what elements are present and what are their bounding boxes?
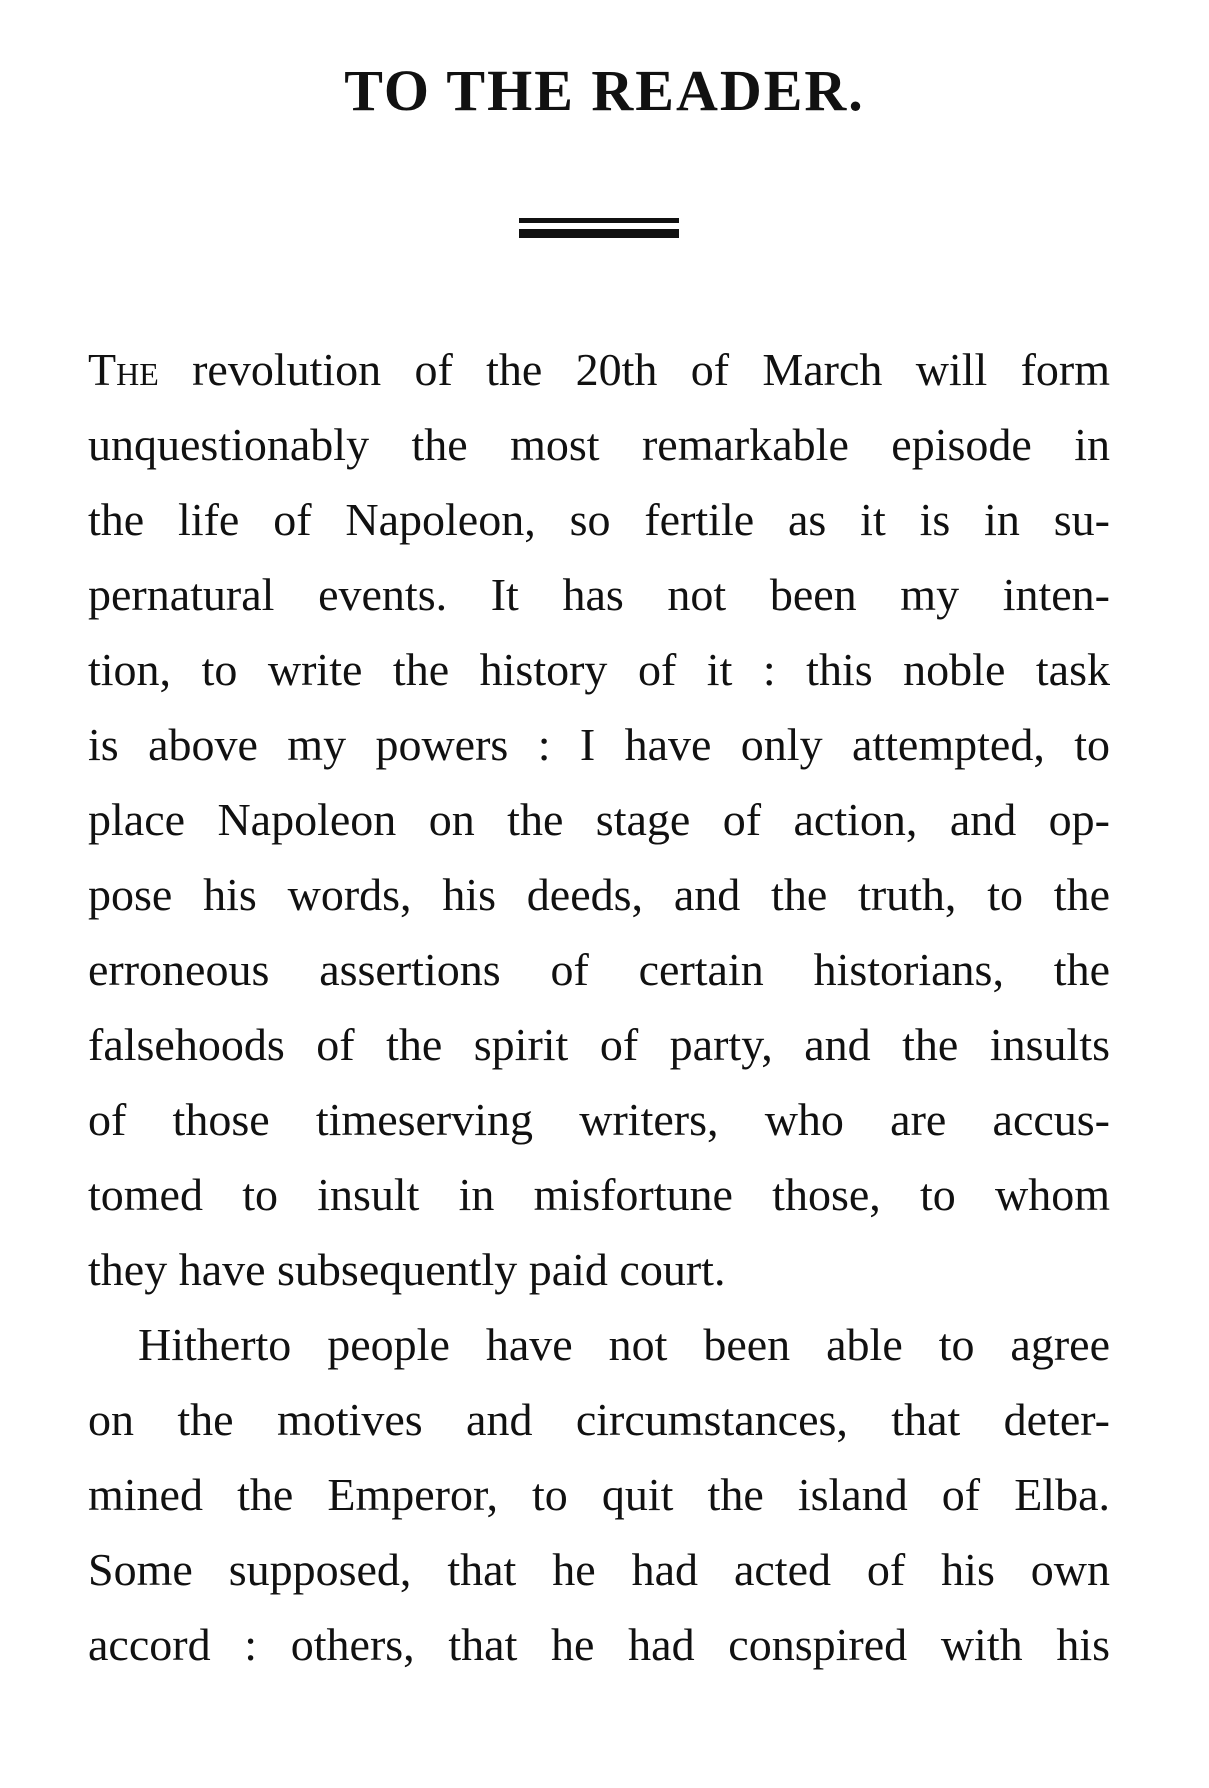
text-line: tion, to write the history of it : this noble task bbox=[88, 644, 1110, 695]
text-line: accord : others, that he had conspired with his bbox=[88, 1619, 1110, 1670]
lead-word: The bbox=[88, 344, 159, 395]
text-line: Some supposed, that he had acted of his own bbox=[88, 1544, 1110, 1595]
text-line: tomed to insult in misfortune those, to whom bbox=[88, 1169, 1110, 1220]
text-line: erroneous assertions of certain historians, the bbox=[88, 944, 1110, 995]
text-line: is above my powers : I have only attempted, to bbox=[88, 719, 1110, 770]
body-text bbox=[88, 332, 1110, 1682]
text-line: falsehoods of the spirit of party, and the insults bbox=[88, 1019, 1110, 1070]
text-line: place Napoleon on the stage of action, and op- bbox=[88, 794, 1110, 845]
text-line: pose his words, his deeds, and the truth, to the bbox=[88, 869, 1110, 920]
text-line: Hitherto people have not been able to agree bbox=[138, 1319, 1110, 1370]
title-double-rule bbox=[519, 218, 679, 240]
text-line bbox=[88, 332, 1110, 407]
text-line: on the motives and circumstances, that deter- bbox=[88, 1394, 1110, 1445]
rule-thin-bar bbox=[519, 218, 679, 223]
text-line-content: revolution of the 20th of March will form bbox=[192, 344, 1110, 395]
text-line: they have subsequently paid court. bbox=[88, 1244, 726, 1295]
text-line: unquestionably the most remarkable episode in bbox=[88, 419, 1110, 470]
rule-thick-bar bbox=[519, 229, 679, 238]
page-title: TO THE READER. bbox=[344, 58, 865, 123]
text-line: pernatural events. It has not been my inten- bbox=[88, 569, 1110, 620]
text-line: mined the Emperor, to quit the island of Elba. bbox=[88, 1469, 1110, 1520]
text-line: of those timeserving writers, who are accus- bbox=[88, 1094, 1110, 1145]
text-line: the life of Napoleon, so fertile as it is in su- bbox=[88, 494, 1110, 545]
